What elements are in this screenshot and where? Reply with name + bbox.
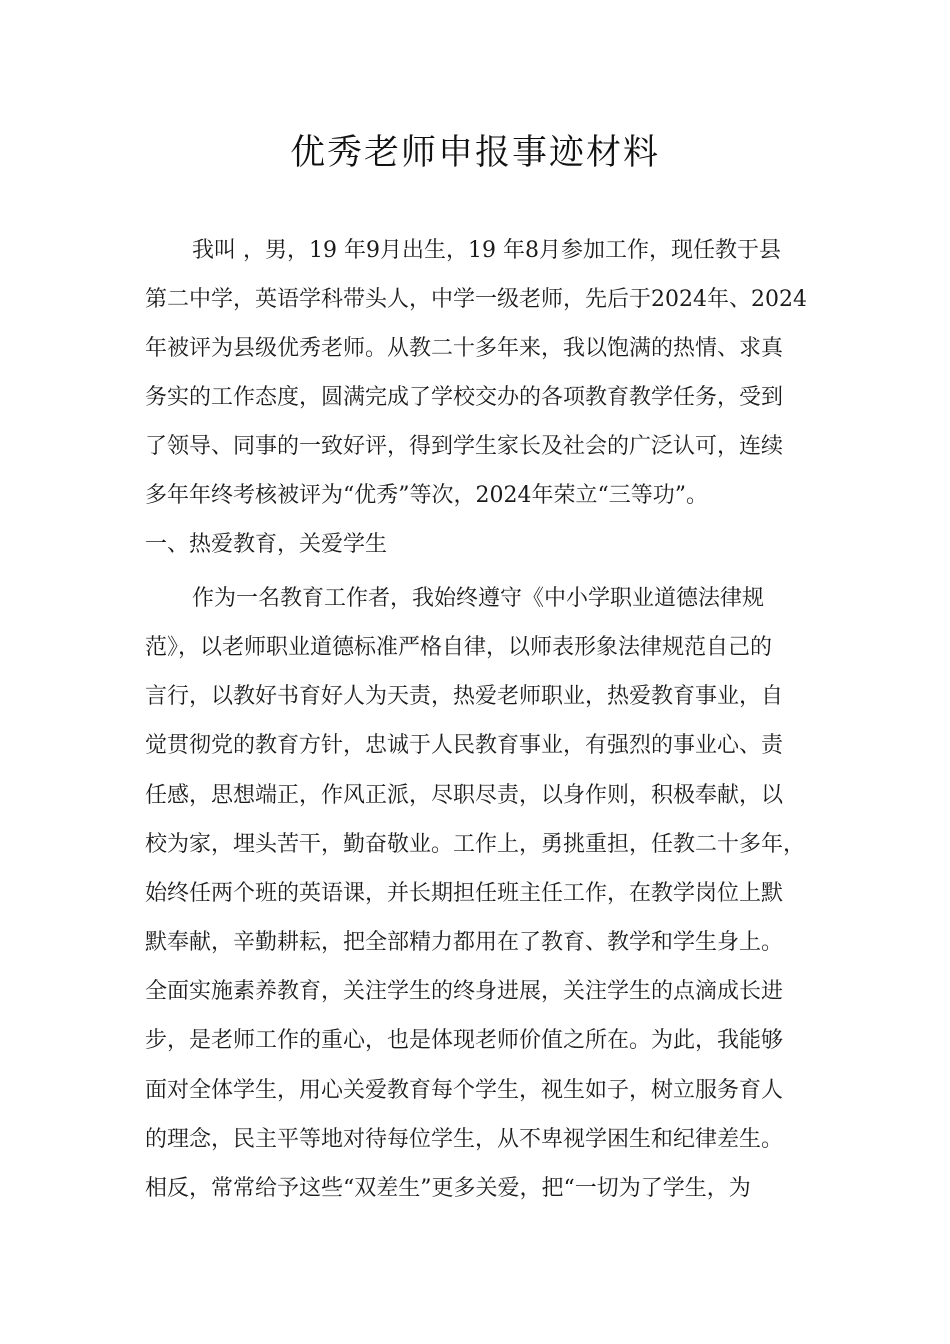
paragraph-line: 务实的工作态度，圆满完成了学校交办的各项教育教学任务，受到 [145,385,784,410]
paragraph-line: 年被评为县级优秀老师。从教二十多年来，我以饱满的热情、求真 [145,336,784,361]
paragraph-line: 觉贯彻党的教育方针，忠诚于人民教育事业，有强烈的事业心、责 [145,733,784,758]
section-heading: 一、热爱教育，关爱学生 [145,532,388,557]
paragraph-line: 我叫 ，男，19 年9月出生，19 年8月参加工作，现任教于县 [192,238,781,263]
paragraph-line: 任感，思想端正，作风正派，尽职尽责，以身作则，积极奉献，以 [145,783,784,808]
paragraph-line: 多年年终考核被评为“优秀”等次，2024年荣立“三等功”。 [145,483,708,508]
paragraph-line: 校为家，埋头苦干，勤奋敬业。工作上，勇挑重担，任教二十多年， [145,832,806,857]
paragraph-line: 的理念，民主平等地对待每位学生，从不卑视学困生和纪律差生。 [145,1127,784,1152]
paragraph-line: 了领导、同事的一致好评，得到学生家长及社会的广泛认可，连续 [145,434,784,459]
paragraph-line: 始终任两个班的英语课，并长期担任班主任工作，在教学岗位上默 [145,881,784,906]
paragraph-line: 全面实施素养教育，关注学生的终身进展，关注学生的点滴成长进 [145,979,784,1004]
paragraph-line: 相反，常常给予这些“双差生”更多关爱，把“一切为了学生，为 [145,1176,751,1201]
paragraph-line: 第二中学，英语学科带头人，中学一级老师，先后于2024年、2024 [145,287,807,312]
paragraph-line: 范》，以老师职业道德标准严格自律，以师表形象法律规范自己的 [145,635,773,660]
paragraph-line: 默奉献，辛勤耕耘，把全部精力都用在了教育、教学和学生身上。 [145,930,784,955]
paragraph-line: 面对全体学生，用心关爱教育每个学生，视生如子，树立服务育人 [145,1078,784,1103]
paragraph-line: 作为一名教育工作者，我始终遵守《中小学职业道德法律规 [192,586,765,611]
paragraph-line: 言行，以教好书育好人为天责，热爱老师职业，热爱教育事业，自 [145,684,784,709]
document-title: 优秀老师申报事迹材料 [289,133,660,173]
paragraph-line: 步，是老师工作的重心，也是体现老师价值之所在。为此，我能够 [145,1028,784,1053]
